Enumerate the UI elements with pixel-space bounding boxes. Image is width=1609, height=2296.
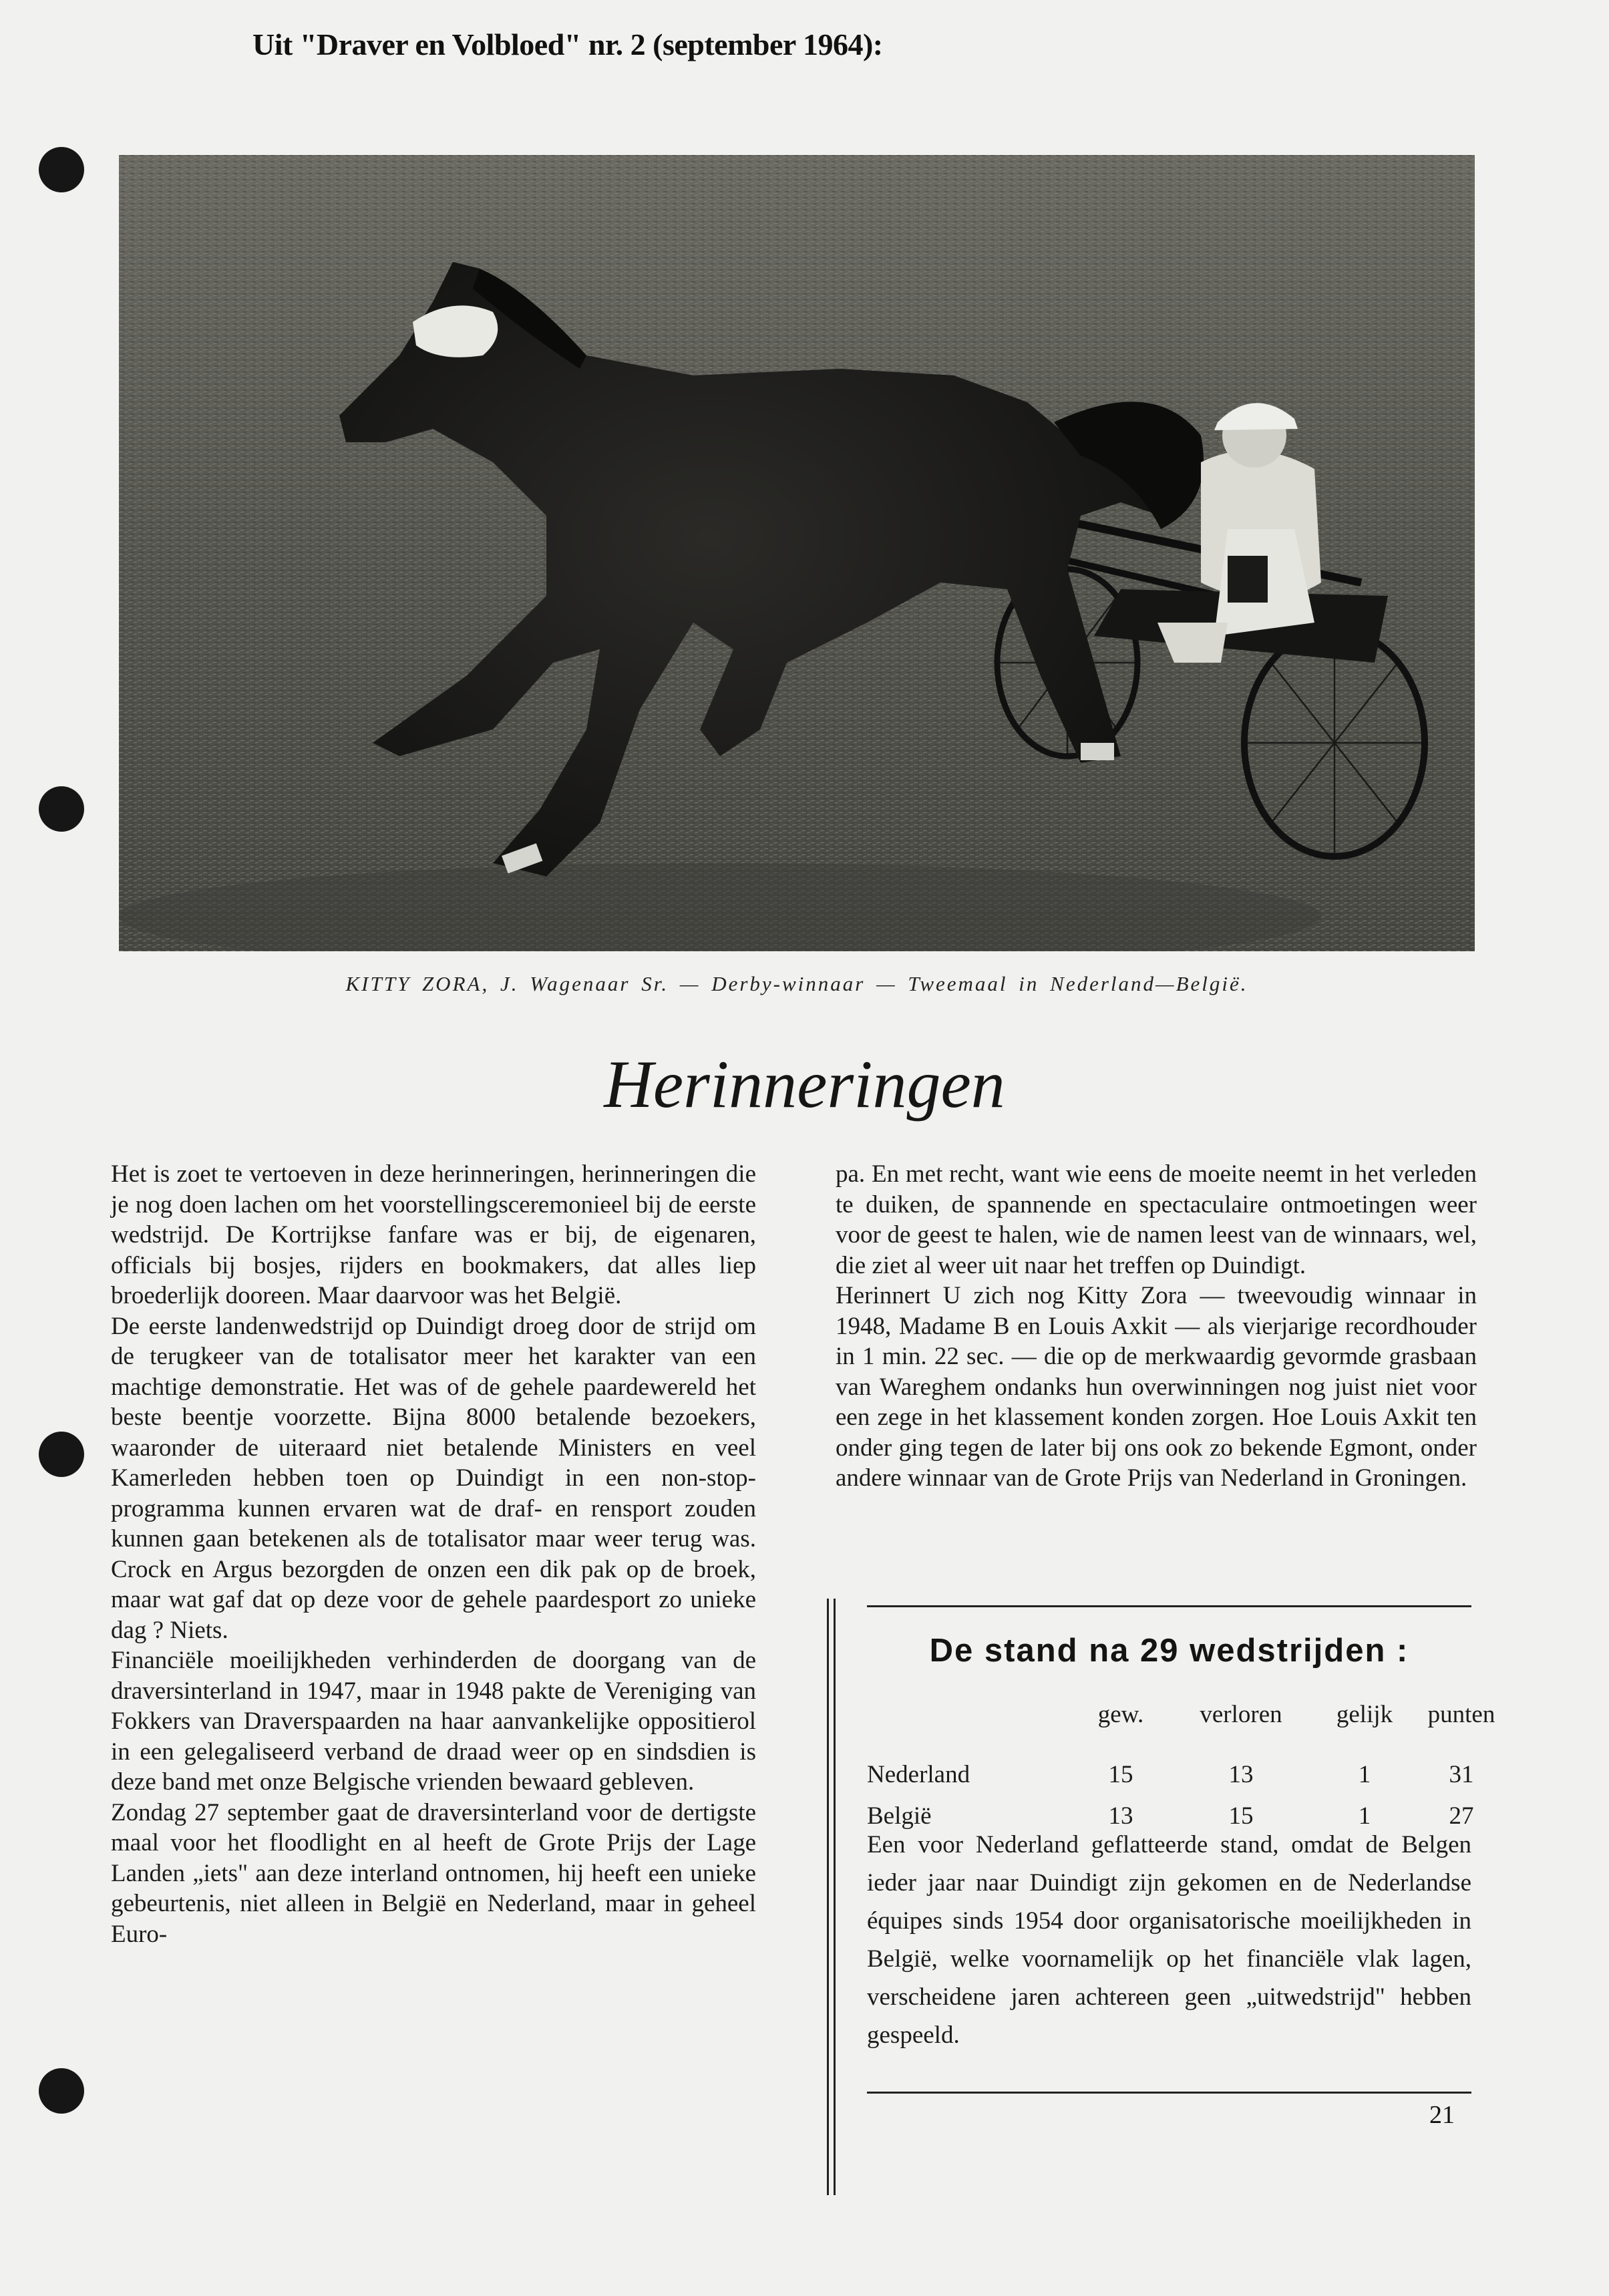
standings-box <box>827 1599 1508 2195</box>
points-value: 31 <box>1449 1761 1474 1788</box>
standings-table <box>867 1700 1495 1843</box>
paragraph: Het is zoet te vertoeven in deze herinneringen, herinneringen die je nog doen lachen om het voorstellingsceremonieel bij de eerste wedstrijd. De Kortrijkse fanfare was er bij, de eigenaren, officials bij bosjes, rijders en bookmakers, dat alles liep broederlijk dooreen. Maar daarvoor was het België. <box>111 1160 756 1309</box>
standings-note: Een voor Nederland geflatteerde stand, omdat de Belgen ieder jaar naar Duindigt zijn gekomen en de Nederlandse équipes sinds 1954 door organisatorische moeilijkheden in België, welke voornamelijk op het financiële vlak lagen, verscheidene jaren achtereen geen „uitwedstrijd" hebben gespeeld. <box>867 1831 1471 2049</box>
points-value: 27 <box>1449 1802 1474 1830</box>
punch-hole-3 <box>39 1432 84 1477</box>
photo-caption: KITTY ZORA, J. Wagenaar Sr. — Derby-winnaar — Tweemaal in Nederland—België. <box>345 972 1248 995</box>
divider <box>867 1605 1471 1607</box>
column-header-gew: gew. <box>1097 1701 1144 1728</box>
standings-title: De stand na 29 wedstrijden : <box>929 1633 1409 1669</box>
draws-value: 1 <box>1358 1802 1371 1830</box>
paragraph: pa. En met recht, want wie eens de moeite neemt in het verleden te duiken, de spannende en spectaculaire ontmoetingen weer voor de geest te halen, wie de namen leest van de winnaars, wel, die ziet al weer uit naar het treffen op Duindigt. <box>836 1160 1477 1279</box>
article-column-right <box>836 1159 1477 1494</box>
column-header-punten: punten <box>1427 1701 1495 1728</box>
source-header: Uit "Draver en Volbloed" nr. 2 (september 1964): <box>252 27 883 61</box>
table-header-row <box>867 1700 1495 1747</box>
box-border-line <box>827 1599 829 2195</box>
punch-hole-4 <box>39 2068 84 2114</box>
column-header-gelijk: gelijk <box>1336 1701 1393 1728</box>
losses-value: 13 <box>1228 1761 1254 1788</box>
article-title: Herinneringen <box>604 1047 1005 1122</box>
wins-value: 15 <box>1108 1761 1133 1788</box>
harness-racing-photo <box>119 155 1475 951</box>
paragraph: Herinnert U zich nog Kitty Zora — tweevoudig winnaar in 1948, Madame B en Louis Axkit — als vierjarige recordhouder in 1 min. 22 sec. — die op de merkwaardig gevormde grasbaan van Wareghem ondanks hun overwinningen nog juist niet voor een zege in het klassement konden zorgen. Hoe Louis Axkit ten onder ging tegen de later bij ons ook zo bekende Egmont, onder andere winnaar van de Grote Prijs van Nederland in Groningen. <box>836 1282 1477 1492</box>
punch-hole-2 <box>39 786 84 832</box>
country-name: Nederland <box>867 1761 970 1788</box>
country-name: België <box>867 1802 932 1830</box>
column-header-verloren: verloren <box>1200 1701 1282 1728</box>
article-column-left <box>111 1159 756 1949</box>
page-number: 21 <box>1429 2101 1455 2129</box>
paragraph: Financiële moeilijkheden verhinderden de doorgang van de draversinterland in 1947, maar in 1948 pakte de Vereniging van Fokkers van Draverspaarden na haar aanvankelijke oppositierol in een gelegaliseerd verband de draad weer op en sindsdien is deze band met onze Belgische vrienden bewaard gebleven. <box>111 1647 756 1796</box>
punch-hole-1 <box>39 147 84 192</box>
losses-value: 15 <box>1228 1802 1254 1830</box>
paragraph: De eerste landenwedstrijd op Duindigt droeg door de strijd om de terugkeer van de totalisator meer het karakter van een machtige demonstratie. Het was of de gehele paardewereld het beste beentje voorzette. Bijna 8000 betalende bezoekers, waaronder de uiteraard niet betalende Ministers en veel Kamerleden hebben toen op Duindigt in een non-stop-programma kunnen ervaren wat de draf- en rensport zouden kunnen gaan betekenen als de totalisator maar weer terug was. Crock en Argus bezorgden de onzen een dik pak op de broek, maar wat gaf dat op deze voor de gehele paardesport zo unieke dag ? Niets. <box>111 1312 756 1644</box>
table-row <box>867 1760 1481 1802</box>
paragraph: Zondag 27 september gaat de draversinterland voor de dertigste maal voor het floodlight en al heeft de Grote Prijs der Lage Landen „iets" aan deze interland ontnomen, hij heeft een unieke gebeurtenis, niet alleen in België en Nederland, maar in geheel Euro- <box>111 1798 756 1948</box>
box-border-line <box>834 1599 836 2195</box>
wins-value: 13 <box>1108 1802 1133 1830</box>
divider <box>867 2092 1471 2094</box>
draws-value: 1 <box>1358 1761 1371 1788</box>
